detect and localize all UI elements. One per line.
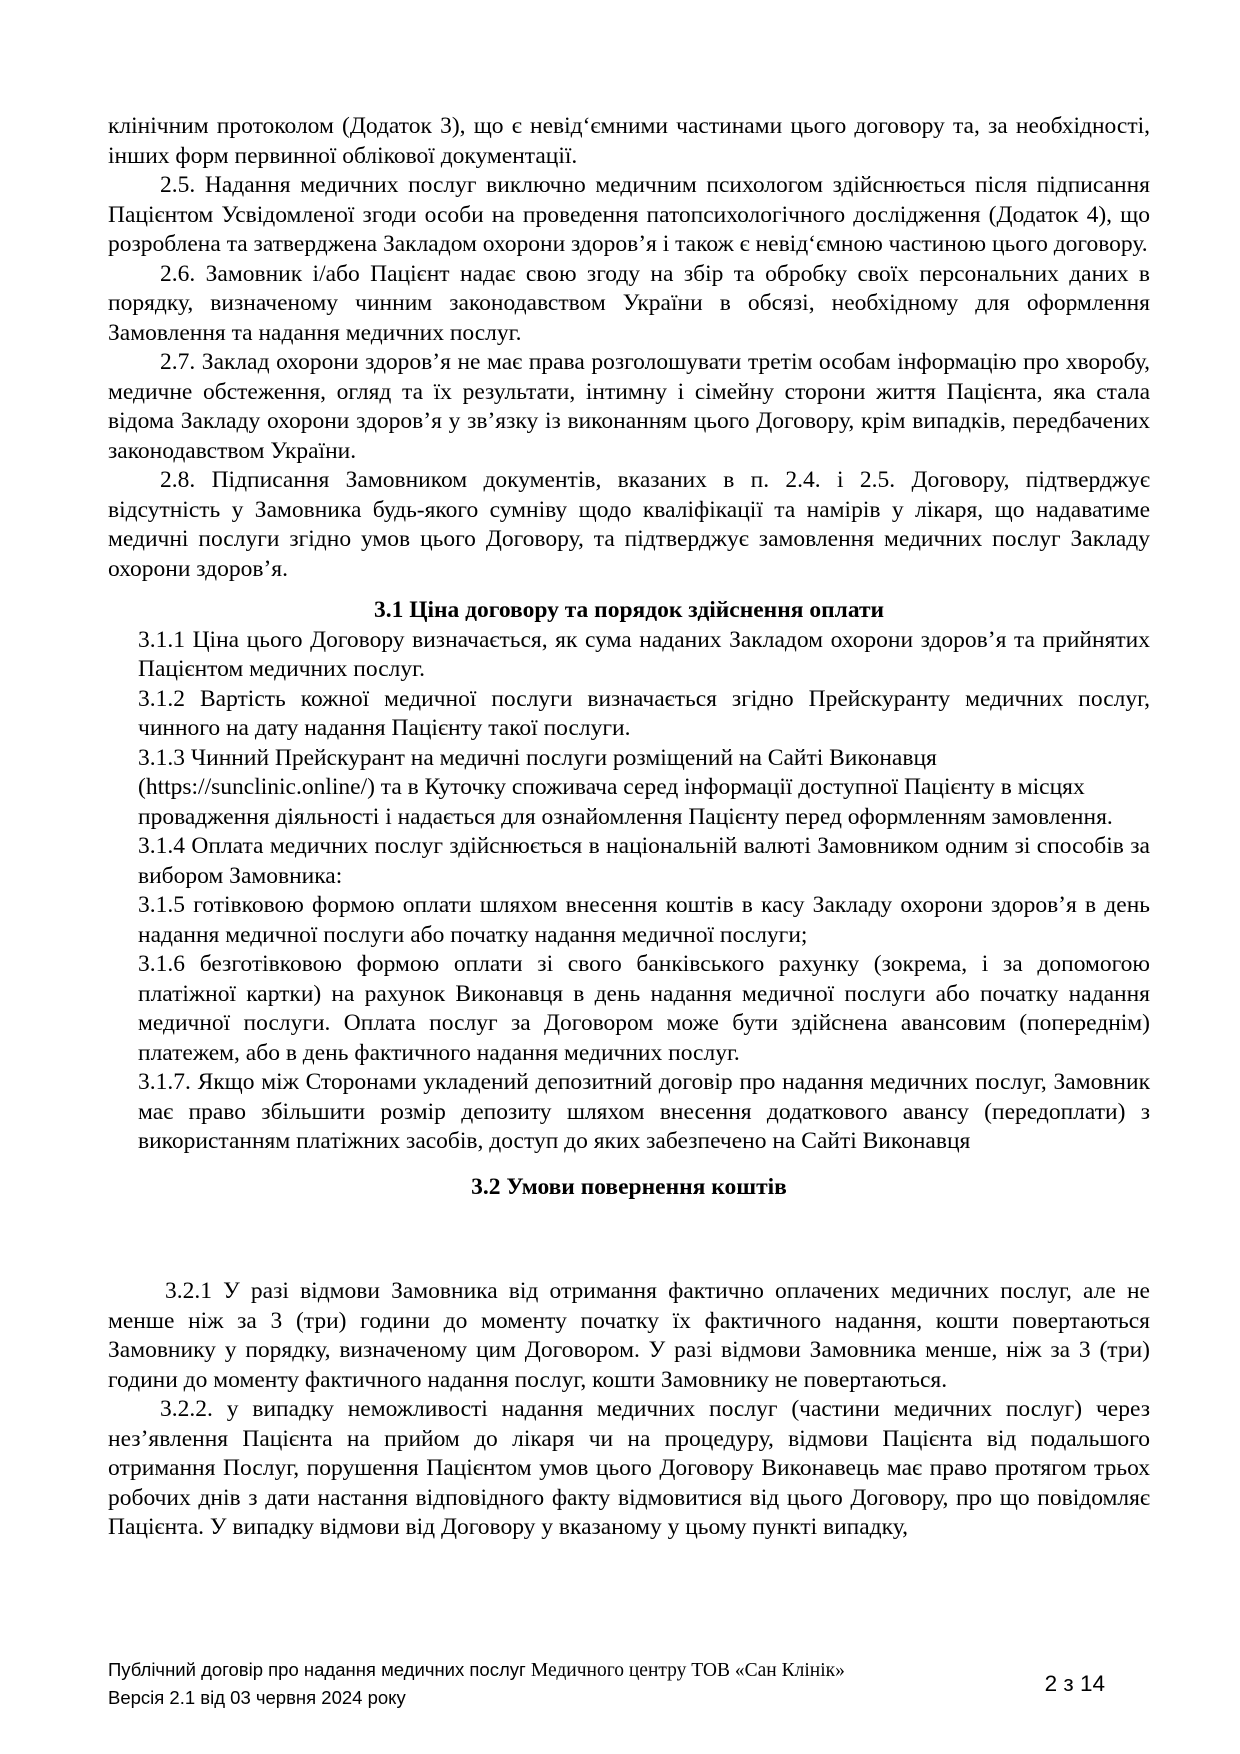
section-3-1	[108, 626, 1150, 1157]
clause-2-5: 2.5. Надання медичних послуг виключно медичним психологом здійснюється після підписання Пацієнтом Усвідомленої згоди особи на проведення патопсихологічного дослідження (Додаток 4), що розроблена та затверджена Закладом охорони здоров’я і також є невід‘ємною частиною цього договору.	[108, 172, 1150, 257]
clause-3-1-7: 3.1.7. Якщо між Сторонами укладений депозитний договір про надання медичних послуг, Замовник має право збільшити розмір депозиту шляхом внесення додаткового авансу (передоплати) з використанням платіжних засобів, доступ до яких забезпечено на Сайті Виконавця	[138, 1069, 1150, 1154]
footer-document-info	[108, 1656, 845, 1711]
footer-document-title	[108, 1656, 845, 1684]
clause-3-2-1: 3.2.1 У разі відмови Замовника від отримання фактично оплачених медичних послуг, але не менше ніж за 3 (три) години до моменту початку їх фактичного надання, кошти повертаються Замовнику у порядку, визначеному цим Договором. У разі відмови Замовника менше, ніж за 3 (три) години до моменту фактичного надання послуг, кошти Замовнику не повертаються.	[108, 1278, 1150, 1393]
footer-title-generic-part: Публічний договір про надання медичних послуг	[108, 1659, 526, 1680]
page-number-indicator: 2 з 14	[1044, 1670, 1105, 1696]
contract-body	[108, 112, 1150, 1543]
clause-2-8: 2.8. Підписання Замовником документів, вказаних в п. 2.4. і 2.5. Договору, підтверджує відсутність у Замовника будь-якого сумніву щодо кваліфікації та намірів у лікаря, що надаватиме медичні послуги згідно умов цього Договору, та підтверджує замовлення медичних послуг Закладу охорони здоров’я.	[108, 467, 1150, 582]
clause-3-1-1: 3.1.1 Ціна цього Договору визначається, як сума наданих Закладом охорони здоров’я та прийнятих Пацієнтом медичних послуг.	[138, 626, 1150, 682]
clause-3-1-4: 3.1.4 Оплата медичних послуг здійснюється в національній валюті Замовником одним зі способів за вибором Замовника:	[138, 833, 1150, 889]
clause-3-1-6: 3.1.6 безготівковою формою оплати зі свого банківського рахунку (зокрема, і за допомогою платіжної картки) на рахунок Виконавця в день надання медичної послуги або початку надання медичної послуги. Оплата послуг за Договором може бути здійснена авансовим (попереднім) платежем, або в день фактичного надання медичних послуг.	[138, 951, 1150, 1066]
clause-2-7: 2.7. Заклад охорони здоров’я не має права розголошувати третім особам інформацію про хворобу, медичне обстеження, огляд та їх результати, інтимну і сімейну сторони життя Пацієнта, яка стала відома Закладу охорони здоров’я у зв’язку із виконанням цього Договору, крім випадків, передбачених законодавством України.	[108, 349, 1150, 464]
paragraph-intro-continuation: клінічним протоколом (Додаток 3), що є невід‘ємними частинами цього договору та, за необхідності, інших форм первинної облікової документації.	[108, 113, 1150, 169]
footer-version-line: Версія 2.1 від 03 червня 2024 року	[108, 1687, 406, 1708]
clause-3-1-2: 3.1.2 Вартість кожної медичної послуги визначається згідно Прейскуранту медичних послуг, чинного на дату надання Пацієнту такої послуги.	[138, 685, 1150, 741]
section-3-2-heading: 3.2 Умови повернення коштів	[471, 1173, 787, 1200]
footer-title-clinic-part: Медичного центру ТОВ «Сан Клінік»	[530, 1660, 845, 1681]
page-footer	[108, 1656, 1150, 1711]
clause-3-1-5: 3.1.5 готівковою формою оплати шляхом внесення коштів в касу Закладу охорони здоров’я в день надання медичної послуги або початку надання медичної послуги;	[138, 892, 1150, 948]
clause-2-6: 2.6. Замовник і/або Пацієнт надає свою згоду на збір та обробку своїх персональних даних в порядку, визначеному чинним законодавством України в обсязі, необхідному для оформлення Замовлення та надання медичних послуг.	[108, 260, 1150, 346]
section-3-1-heading: 3.1 Ціна договору та порядок здійснення оплати	[373, 597, 885, 623]
clause-3-1-3: 3.1.3 Чинний Прейскурант на медичні послуги розміщений на Сайті Виконавця (https://sunclinic.online/) та в Куточку споживача серед інформації доступної Пацієнту в місцях провадження діяльності і надається для ознайомлення Пацієнту перед оформленням замовлення.	[138, 744, 1113, 830]
clause-3-2-2: 3.2.2. у випадку неможливості надання медичних послуг (частини медичних послуг) через нез’явлення Пацієнта на прийом до лікаря чи на процедуру, відмови Пацієнта від подальшого отримання Послуг, порушення Пацієнтом умов цього Договору Виконавець має право протягом трьох робочих днів з дати настання відповідного факту відмовитися від цього Договору, про що повідомляє Пацієнта. У випадку відмови від Договору у вказаному у цьому пункті випадку,	[108, 1396, 1150, 1540]
